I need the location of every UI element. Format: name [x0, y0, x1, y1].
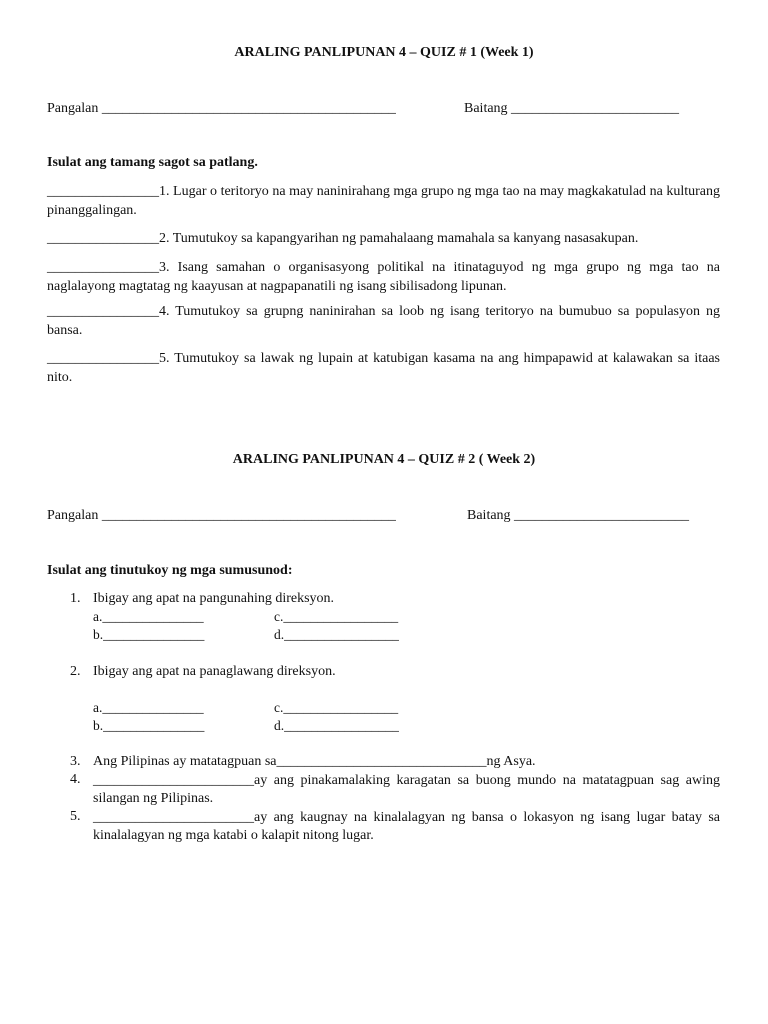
quiz1-item-3: [47, 258, 720, 296]
question-number: 3.: [70, 754, 81, 769]
quiz2-title: ARALING PANLIPUNAN 4 – QUIZ # 2 ( Week 2): [232, 452, 536, 467]
question-number: 5.: [70, 809, 81, 824]
answer-blank[interactable]: ________________: [47, 304, 159, 319]
answer-blank[interactable]: ________________: [47, 260, 159, 275]
quiz2-grade-blank[interactable]: _________________________: [514, 508, 690, 523]
question-number: 4.: [70, 772, 81, 787]
question-4: [93, 772, 720, 808]
quiz2-grade-row: [467, 508, 689, 524]
answer-blank[interactable]: ______________________________: [276, 754, 487, 769]
answer-b[interactable]: b._______________: [93, 718, 205, 733]
answer-blank[interactable]: _______________________: [93, 810, 254, 825]
quiz2-instruction: Isulat ang tinutukoy ng mga sumusunod:: [47, 563, 293, 578]
answer-b[interactable]: b._______________: [93, 627, 205, 642]
quiz2-name-row: [47, 508, 396, 524]
answer-a[interactable]: a._______________: [93, 700, 204, 715]
quiz1-item-5: [47, 349, 720, 387]
answer-blank[interactable]: ________________: [47, 184, 159, 199]
answer-d[interactable]: d._________________: [274, 718, 399, 733]
question-number: 1.: [70, 591, 81, 606]
question-3: [93, 754, 536, 770]
question-1-text: Ibigay ang apat na pangunahing direksyon.: [93, 591, 335, 606]
question-3-post: ng Asya.: [486, 754, 536, 769]
quiz2-name-blank[interactable]: __________________________________________: [101, 508, 396, 523]
quiz1-grade-row: [464, 101, 679, 117]
quiz1-title: ARALING PANLIPUNAN 4 – QUIZ # 1 (Week 1): [234, 45, 534, 60]
answer-c[interactable]: c._________________: [274, 609, 399, 624]
question-2-text: Ibigay ang apat na panaglawang direksyon.: [93, 664, 336, 679]
item-text: 2. Tumutukoy sa kapangyarihan ng pamahalaang mamahala sa kanyang nasasakupan.: [159, 231, 639, 246]
question-5-text: ay ang kaugnay na kinalalagyan ng bansa o lokasyon ng isang lugar batay sa kinalalagyan ng mga katabi o kalapit nitong lugar.: [93, 810, 720, 843]
quiz1-name-row: [47, 101, 396, 117]
quiz1-name-blank[interactable]: __________________________________________: [101, 101, 396, 116]
quiz2-name-label: Pangalan: [47, 508, 99, 523]
quiz1-grade-blank[interactable]: ________________________: [511, 101, 680, 116]
item-text: 5. Tumutukoy sa lawak ng lupain at katubigan kasama na ang himpapawid at kalawakan sa itaas nito.: [47, 351, 720, 385]
quiz1-item-1: [47, 182, 720, 220]
answer-blank[interactable]: _______________________: [93, 773, 254, 788]
question-3-pre: Ang Pilipinas ay matatagpuan sa: [93, 754, 277, 769]
quiz1-item-2: [47, 229, 720, 248]
item-text: 1. Lugar o teritoryo na may naninirahang mga grupo ng mga tao na may magkakatulad na kulturang pinanggalingan.: [47, 184, 720, 218]
quiz1-grade-label: Baitang: [464, 101, 508, 116]
answer-d[interactable]: d._________________: [274, 627, 399, 642]
item-text: 3. Isang samahan o organisasyong politikal na itinataguyod ng mga grupo ng mga tao na naglalayong magtatag ng kaayusan at nagpapanatili ng isang sibilisadong lipunan.: [47, 260, 720, 294]
answer-blank[interactable]: ________________: [47, 351, 159, 366]
quiz1-item-4: [47, 302, 720, 340]
question-4-text: ay ang pinakamalaking karagatan sa buong mundo na matatagpuan sag awing silangan ng Pilipinas.: [93, 773, 720, 806]
quiz1-name-label: Pangalan: [47, 101, 99, 116]
answer-c[interactable]: c._________________: [274, 700, 399, 715]
answer-a[interactable]: a._______________: [93, 609, 204, 624]
quiz1-instruction: Isulat ang tamang sagot sa patlang.: [47, 155, 258, 170]
item-text: 4. Tumutukoy sa grupng naninirahan sa loob ng isang teritoryo na bumubuo sa populasyon ng bansa.: [47, 304, 720, 338]
question-number: 2.: [70, 664, 81, 679]
answer-blank[interactable]: ________________: [47, 231, 159, 246]
quiz2-grade-label: Baitang: [467, 508, 511, 523]
question-5: [93, 809, 720, 845]
